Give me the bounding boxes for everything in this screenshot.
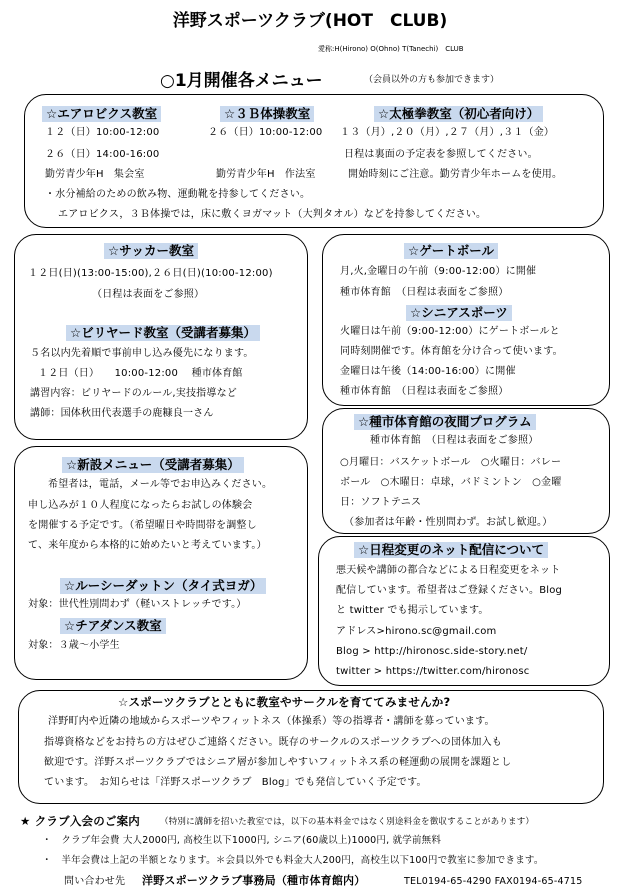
recruit-line4: ています。 お知らせは「洋野スポーツクラブ Blog」でも発信していく予定です。 bbox=[44, 777, 427, 788]
3b-line1: ２６（日）10:00-12:00 bbox=[208, 127, 323, 138]
net-line6: twitter > https://twitter.com/hironosc bbox=[336, 666, 530, 677]
contact-label: 問い合わせ先 bbox=[64, 876, 126, 887]
page-subtitle: 愛称:H(Hirono) O(Ohno) T(Tanechi) CLUB bbox=[318, 45, 464, 53]
membership-half-line: ・ 半年会費は上記の半額となります。＊会員以外でも料金大人200円，高校生以下100円で教室に参加できます。 bbox=[42, 855, 544, 866]
new-menu-line1: 希望者は，電話，メール等でお申込みください。 bbox=[48, 479, 273, 490]
night-line5: （参加者は年齢・性別問わず。お試し歓迎。） bbox=[344, 517, 553, 528]
recruit-line3: 歓迎です。洋野スポーツクラブではシニア層が参加しやすいフィットネス系の軽運動の展開を課題とし bbox=[44, 757, 512, 768]
box1-note1: ・水分補給のための飲み物、運動靴を持参してください。 bbox=[45, 189, 311, 200]
net-schedule-heading: ☆日程変更のネット配信について bbox=[354, 542, 548, 558]
membership-fee-line: ・ クラブ年会費 大人2000円, 高校生以下1000円, シニア(60歳以上)1000円, 就学前無料 bbox=[42, 835, 442, 846]
cheer-heading: ☆チアダンス教室 bbox=[60, 618, 166, 634]
senior-line4: 種市体育館 （日程は表面をご参照） bbox=[340, 386, 509, 397]
night-line4: 日：ソフトテニス bbox=[340, 497, 422, 508]
ruusii-line1: 対象：世代性別問わず（軽いストレッチです。） bbox=[28, 599, 247, 610]
new-menu-line2: 申し込みが１０人程度になったらお試しの体験会 bbox=[28, 500, 253, 511]
membership-heading-note: （特別に講師を招いた教室では，以下の基本料金ではなく別途料金を徴収することがあります） bbox=[160, 817, 535, 827]
taikyoku-line1: １３（月）,２０（月）,２７（月）,３１（金） bbox=[340, 127, 555, 138]
aerobics-line3: 勤労青少年H 集会室 bbox=[45, 169, 145, 180]
gateball-line1: 月,火,金曜日の午前（9:00-12:00）に開催 bbox=[340, 266, 537, 277]
senior-line2: 同時刻開催です。体育館を分け合って使います。 bbox=[340, 346, 563, 357]
billiard-line4: 講師：国体秋田代表選手の鹿糠良一さん bbox=[30, 408, 214, 419]
3b-heading: ☆３Ｂ体操教室 bbox=[220, 106, 314, 122]
menu-note: （会員以外の方も参加できます） bbox=[364, 75, 500, 85]
taikyoku-line3: 開始時刻にご注意。勤労青少年ホームを使用。 bbox=[348, 169, 563, 180]
gateball-line2: 種市体育館 （日程は表面をご参照） bbox=[340, 287, 509, 298]
membership-heading: ★ クラブ入会のご案内 bbox=[20, 814, 141, 828]
aerobics-line2: ２６（日）14:00-16:00 bbox=[45, 149, 160, 160]
night-line1: 種市体育館 （日程は表面をご参照） bbox=[370, 435, 539, 446]
billiard-line2: １２日（日） 10:00-12:00 種市体育館 bbox=[38, 368, 243, 379]
night-line3: ボール ○木曜日：卓球，バドミントン ○金曜 bbox=[340, 477, 562, 488]
gateball-heading: ☆ゲートボール bbox=[404, 243, 498, 259]
taikyoku-heading: ☆太極拳教室（初心者向け） bbox=[374, 106, 543, 122]
net-line1: 悪天候や講師の都合などによる日程変更をネット bbox=[336, 565, 561, 576]
cheer-line1: 対象：３歳～小学生 bbox=[28, 640, 120, 651]
contact-org: 洋野スポーツクラブ事務局（種市体育館内） bbox=[142, 874, 366, 887]
recruit-heading: ☆スポーツクラブとともに教室やサークルを育ててみませんか? bbox=[118, 695, 451, 709]
soccer-line1: １２日(日)(13:00-15:00),２６日(日)(10:00-12:00) bbox=[28, 268, 273, 279]
soccer-heading: ☆サッカー教室 bbox=[104, 243, 198, 259]
page-title: 洋野スポーツクラブ(HOT CLUB) bbox=[172, 11, 448, 31]
night-program-heading: ☆種市体育館の夜間プログラム bbox=[354, 414, 536, 430]
senior-heading: ☆シニアスポーツ bbox=[406, 305, 512, 321]
senior-line3: 金曜日は午後（14:00-16:00）に開催 bbox=[340, 366, 516, 377]
night-line2: ○月曜日：バスケットボール ○火曜日：バレー bbox=[340, 457, 562, 468]
3b-line3: 勤労青少年H 作法室 bbox=[216, 169, 316, 180]
new-menu-line4: て、来年度から本格的に始めたいと考えています。） bbox=[28, 540, 267, 551]
aerobics-heading: ☆エアロビクス教室 bbox=[42, 106, 161, 122]
recruit-line1: 洋野町内や近隣の地域からスポーツやフィットネス（体操系）等の指導者・講師を募っています。 bbox=[48, 716, 495, 727]
net-line3: と twitter でも掲示しています。 bbox=[336, 605, 489, 616]
taikyoku-line2: 日程は裏面の予定表を参照してください。 bbox=[344, 149, 538, 160]
contact-tel: TEL0194-65-4290 FAX0194-65-4715 bbox=[404, 876, 583, 887]
billiard-line3: 講習内容：ビリヤードのルール,実技指導など bbox=[30, 388, 237, 399]
billiard-line1: ５名以内先着順で事前申し込み優先になります。 bbox=[30, 348, 254, 359]
billiard-heading: ☆ビリヤード教室（受講者募集） bbox=[66, 325, 260, 341]
net-line5: Blog > http://hironosc.side-story.net/ bbox=[336, 646, 528, 657]
net-line2: 配信しています。希望者はご登録ください。Blog bbox=[336, 585, 563, 596]
aerobics-line1: １２（日）10:00-12:00 bbox=[45, 127, 160, 138]
soccer-line2: （日程は表面をご参照） bbox=[92, 289, 205, 300]
new-menu-line3: を開催する予定です。（希望曜日や時間帯を調整し bbox=[28, 520, 257, 531]
menu-title: ○1月開催各メニュー bbox=[160, 71, 323, 91]
recruit-line2: 指導資格などをお持ちの方はぜひご連絡ください。既存のサークルのスポーツクラブへの団体加入も bbox=[44, 737, 502, 748]
net-line4: アドレス>hirono.sc@gmail.com bbox=[336, 626, 497, 637]
box1-note2: エアロビクス，３Ｂ体操では，床に敷くヨガマット（大判タオル）などを持参してください。 bbox=[58, 209, 487, 220]
new-menu-heading: ☆新設メニュー（受講者募集） bbox=[62, 457, 244, 473]
senior-line1: 火曜日は午前（9:00-12:00）にゲートボールと bbox=[340, 326, 560, 337]
ruusii-heading: ☆ルーシーダットン（タイ式ヨガ） bbox=[60, 578, 266, 594]
